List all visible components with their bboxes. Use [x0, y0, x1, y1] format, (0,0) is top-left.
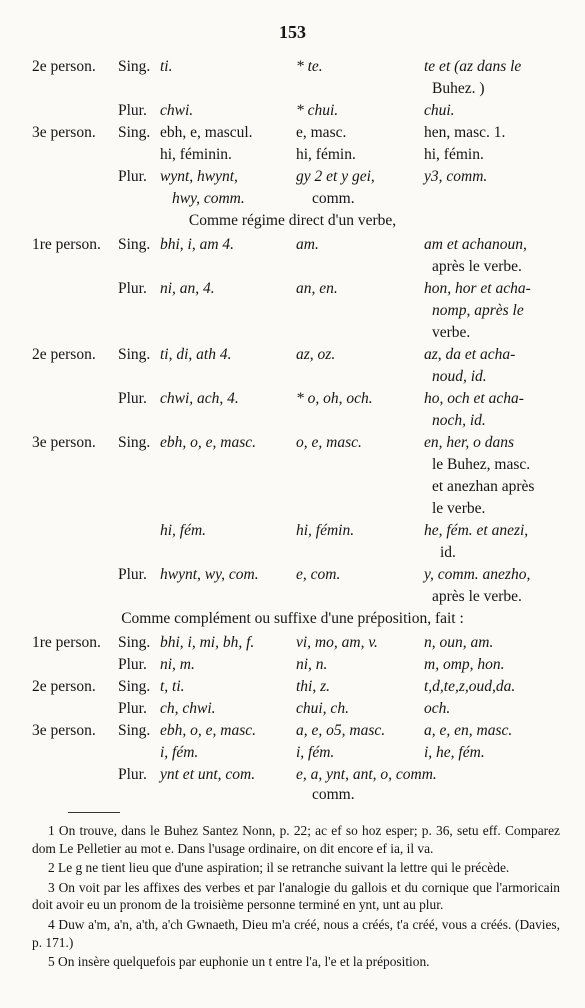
welsh-form: wynt, hwynt, — [160, 168, 238, 185]
welsh-form: bhi, i, mi, bh, f. — [160, 634, 255, 651]
cornish-form: * te. — [296, 58, 323, 75]
cornish-form: chui, ch. — [296, 700, 349, 717]
table-row — [0, 368, 585, 390]
number-label: Sing. — [118, 722, 151, 739]
welsh-form: i, fém. — [160, 744, 199, 761]
cornish-form: * chui. — [296, 102, 339, 119]
table-row — [0, 102, 585, 124]
welsh-form: ynt et unt, com. — [160, 766, 256, 783]
breton-form-cont: après le verbe. — [432, 258, 522, 275]
number-label: Plur. — [118, 102, 147, 119]
table-row — [0, 678, 585, 700]
welsh-form: t, ti. — [160, 678, 185, 695]
cornish-form: thi, z. — [296, 678, 331, 695]
breton-form: i, he, fém. — [424, 744, 485, 761]
welsh-form: ni, m. — [160, 656, 195, 673]
cornish-form: o, e, masc. — [296, 434, 362, 451]
breton-form: hen, masc. 1. — [424, 124, 506, 141]
table-row — [0, 500, 585, 522]
breton-form: n, oun, am. — [424, 634, 494, 651]
breton-form-cont: Buhez. ) — [432, 80, 485, 97]
person-label: 3e person. — [32, 124, 96, 141]
table-row — [0, 80, 585, 102]
welsh-form: ni, an, 4. — [160, 280, 215, 297]
cornish-form: e, masc. — [296, 124, 347, 141]
table-row — [0, 390, 585, 412]
welsh-form: ebh, o, e, masc. — [160, 722, 256, 739]
breton-form-cont: noud, id. — [432, 368, 487, 385]
number-label: Sing. — [118, 124, 151, 141]
breton-form: am et achanoun, — [424, 236, 527, 253]
welsh-form: ebh, e, mascul. — [160, 124, 253, 141]
table-row — [0, 478, 585, 500]
number-label: Plur. — [118, 566, 147, 583]
breton-form: t,d,te,z,oud,da. — [424, 678, 516, 695]
table-row — [0, 258, 585, 280]
welsh-form: hi, féminin. — [160, 146, 232, 163]
table-row — [0, 786, 585, 808]
cornish-form: hi, fémin. — [296, 522, 355, 539]
breton-form-cont: verbe. — [432, 324, 471, 341]
table-row — [0, 566, 585, 588]
footnote-4: 4 Duw a'm, a'n, a'th, a'ch Gwnaeth, Dieu m'a créé, nous a créés, t'a créé, vous a créés. (Davies, p. 171.) — [32, 916, 560, 950]
breton-form: az, da et acha- — [424, 346, 516, 363]
footnote-2: 2 Le g ne tient lieu que d'une aspiration; il se retranche suivant la lettre qui le précède. — [48, 860, 510, 876]
cornish-form: * o, oh, och. — [296, 390, 373, 407]
section-heading: Comme complément ou suffixe d'une préposition, fait : — [121, 610, 464, 627]
breton-form: y3, comm. — [424, 168, 488, 185]
footnote-5: 5 On insère quelquefois par euphonie un t entre l'a, l'e et la préposition. — [48, 954, 430, 970]
breton-form-cont: après le verbe. — [432, 588, 522, 605]
breton-form: en, her, o dans — [424, 434, 514, 451]
breton-form: ho, och et acha- — [424, 390, 524, 407]
welsh-form: ti. — [160, 58, 173, 75]
footnote-3: 3 On voit par les affixes des verbes et par l'analogie du gallois et du cornique que l'armoricain doit avoir eu un pronom de la troisième personne terminé en ynt, unt au plur. — [32, 879, 560, 913]
cornish-form: e, com. — [296, 566, 341, 583]
cornish-form-cont: comm. — [312, 190, 355, 207]
table-row — [0, 656, 585, 678]
person-label: 1re person. — [32, 634, 101, 651]
welsh-form: hi, fém. — [160, 522, 207, 539]
breton-form: hon, hor et acha- — [424, 280, 531, 297]
cornish-form: ni, n. — [296, 656, 328, 673]
person-label: 3e person. — [32, 434, 96, 451]
table-row — [0, 412, 585, 434]
cornish-form: e, a, ynt, ant, o, comm. — [296, 766, 437, 783]
table-row — [0, 236, 585, 258]
cornish-form: az, oz. — [296, 346, 336, 363]
table-row — [0, 722, 585, 744]
table-row — [0, 634, 585, 656]
breton-form: he, fém. et anezi, — [424, 522, 529, 539]
table-row — [0, 190, 585, 212]
table-row — [0, 168, 585, 190]
cornish-form: am. — [296, 236, 319, 253]
breton-form: y, comm. anezho, — [424, 566, 531, 583]
breton-form-cont: et anezhan après — [432, 478, 535, 495]
breton-form-cont: le Buhez, masc. — [432, 456, 531, 473]
table-row — [0, 146, 585, 168]
table-row — [0, 700, 585, 722]
number-label: Sing. — [118, 634, 151, 651]
welsh-form: ti, di, ath 4. — [160, 346, 232, 363]
cornish-form: vi, mo, am, v. — [296, 634, 378, 651]
table-row — [0, 434, 585, 456]
number-label: Sing. — [118, 346, 151, 363]
cornish-form: an, en. — [296, 280, 338, 297]
footnote-rule — [68, 812, 120, 813]
person-label: 2e person. — [32, 58, 96, 75]
table-row — [0, 280, 585, 302]
number-label: Plur. — [118, 766, 147, 783]
table-row — [0, 302, 585, 324]
welsh-form: bhi, i, am 4. — [160, 236, 235, 253]
section-heading: Comme régime direct d'un verbe, — [188, 212, 397, 229]
footnote-1: 1 On trouve, dans le Buhez Santez Nonn, p. 22; ac ef so hoz esper; p. 36, setu eff. Comparez dom Le Pelletier au mot e. Dans l'usage ordinaire, on dit encore ef ia, il va. — [32, 823, 560, 856]
number-label: Plur. — [118, 656, 147, 673]
person-label: 2e person. — [32, 346, 96, 363]
table-row — [0, 522, 585, 544]
number-label: Sing. — [118, 678, 151, 695]
breton-form: a, e, en, masc. — [424, 722, 513, 739]
number-label: Plur. — [118, 168, 147, 185]
table-row — [0, 766, 585, 788]
person-label: 3e person. — [32, 722, 96, 739]
number-label: Plur. — [118, 390, 147, 407]
table-row — [0, 124, 585, 146]
number-label: Sing. — [118, 58, 151, 75]
table-row — [0, 744, 585, 766]
number-label: Plur. — [118, 700, 147, 717]
number-label: Plur. — [118, 280, 147, 297]
person-label: 2e person. — [32, 678, 96, 695]
number-label: Sing. — [118, 236, 151, 253]
welsh-form: chwi. — [160, 102, 194, 119]
welsh-form: chwi, ach, 4. — [160, 390, 239, 407]
breton-form-cont: id. — [440, 544, 456, 561]
cornish-form-cont: comm. — [312, 786, 355, 803]
table-row — [0, 456, 585, 478]
table-row — [0, 588, 585, 610]
welsh-form: ebh, o, e, masc. — [160, 434, 256, 451]
page-number: 153 — [279, 22, 306, 42]
table-row — [0, 346, 585, 368]
table-row — [0, 58, 585, 80]
table-row — [0, 544, 585, 566]
breton-form-cont: le verbe. — [432, 500, 486, 517]
cornish-form: gy 2 et y gei, — [296, 168, 375, 185]
welsh-form-cont: hwy, comm. — [172, 190, 245, 207]
breton-form: m, omp, hon. — [424, 656, 505, 673]
table-row — [0, 324, 585, 346]
breton-form-cont: nomp, après le — [432, 302, 524, 319]
welsh-form: hwynt, wy, com. — [160, 566, 259, 583]
person-label: 1re person. — [32, 236, 101, 253]
breton-form: chui. — [424, 102, 455, 119]
number-label: Sing. — [118, 434, 151, 451]
cornish-form: i, fém. — [296, 744, 335, 761]
breton-form: te et (az dans le — [424, 58, 522, 75]
breton-form-cont: noch, id. — [432, 412, 486, 429]
footnotes — [32, 822, 560, 971]
cornish-form: a, e, o5, masc. — [296, 722, 386, 739]
cornish-form: hi, fémin. — [296, 146, 356, 163]
breton-form: och. — [424, 700, 451, 717]
breton-form: hi, fémin. — [424, 146, 484, 163]
welsh-form: ch, chwi. — [160, 700, 216, 717]
